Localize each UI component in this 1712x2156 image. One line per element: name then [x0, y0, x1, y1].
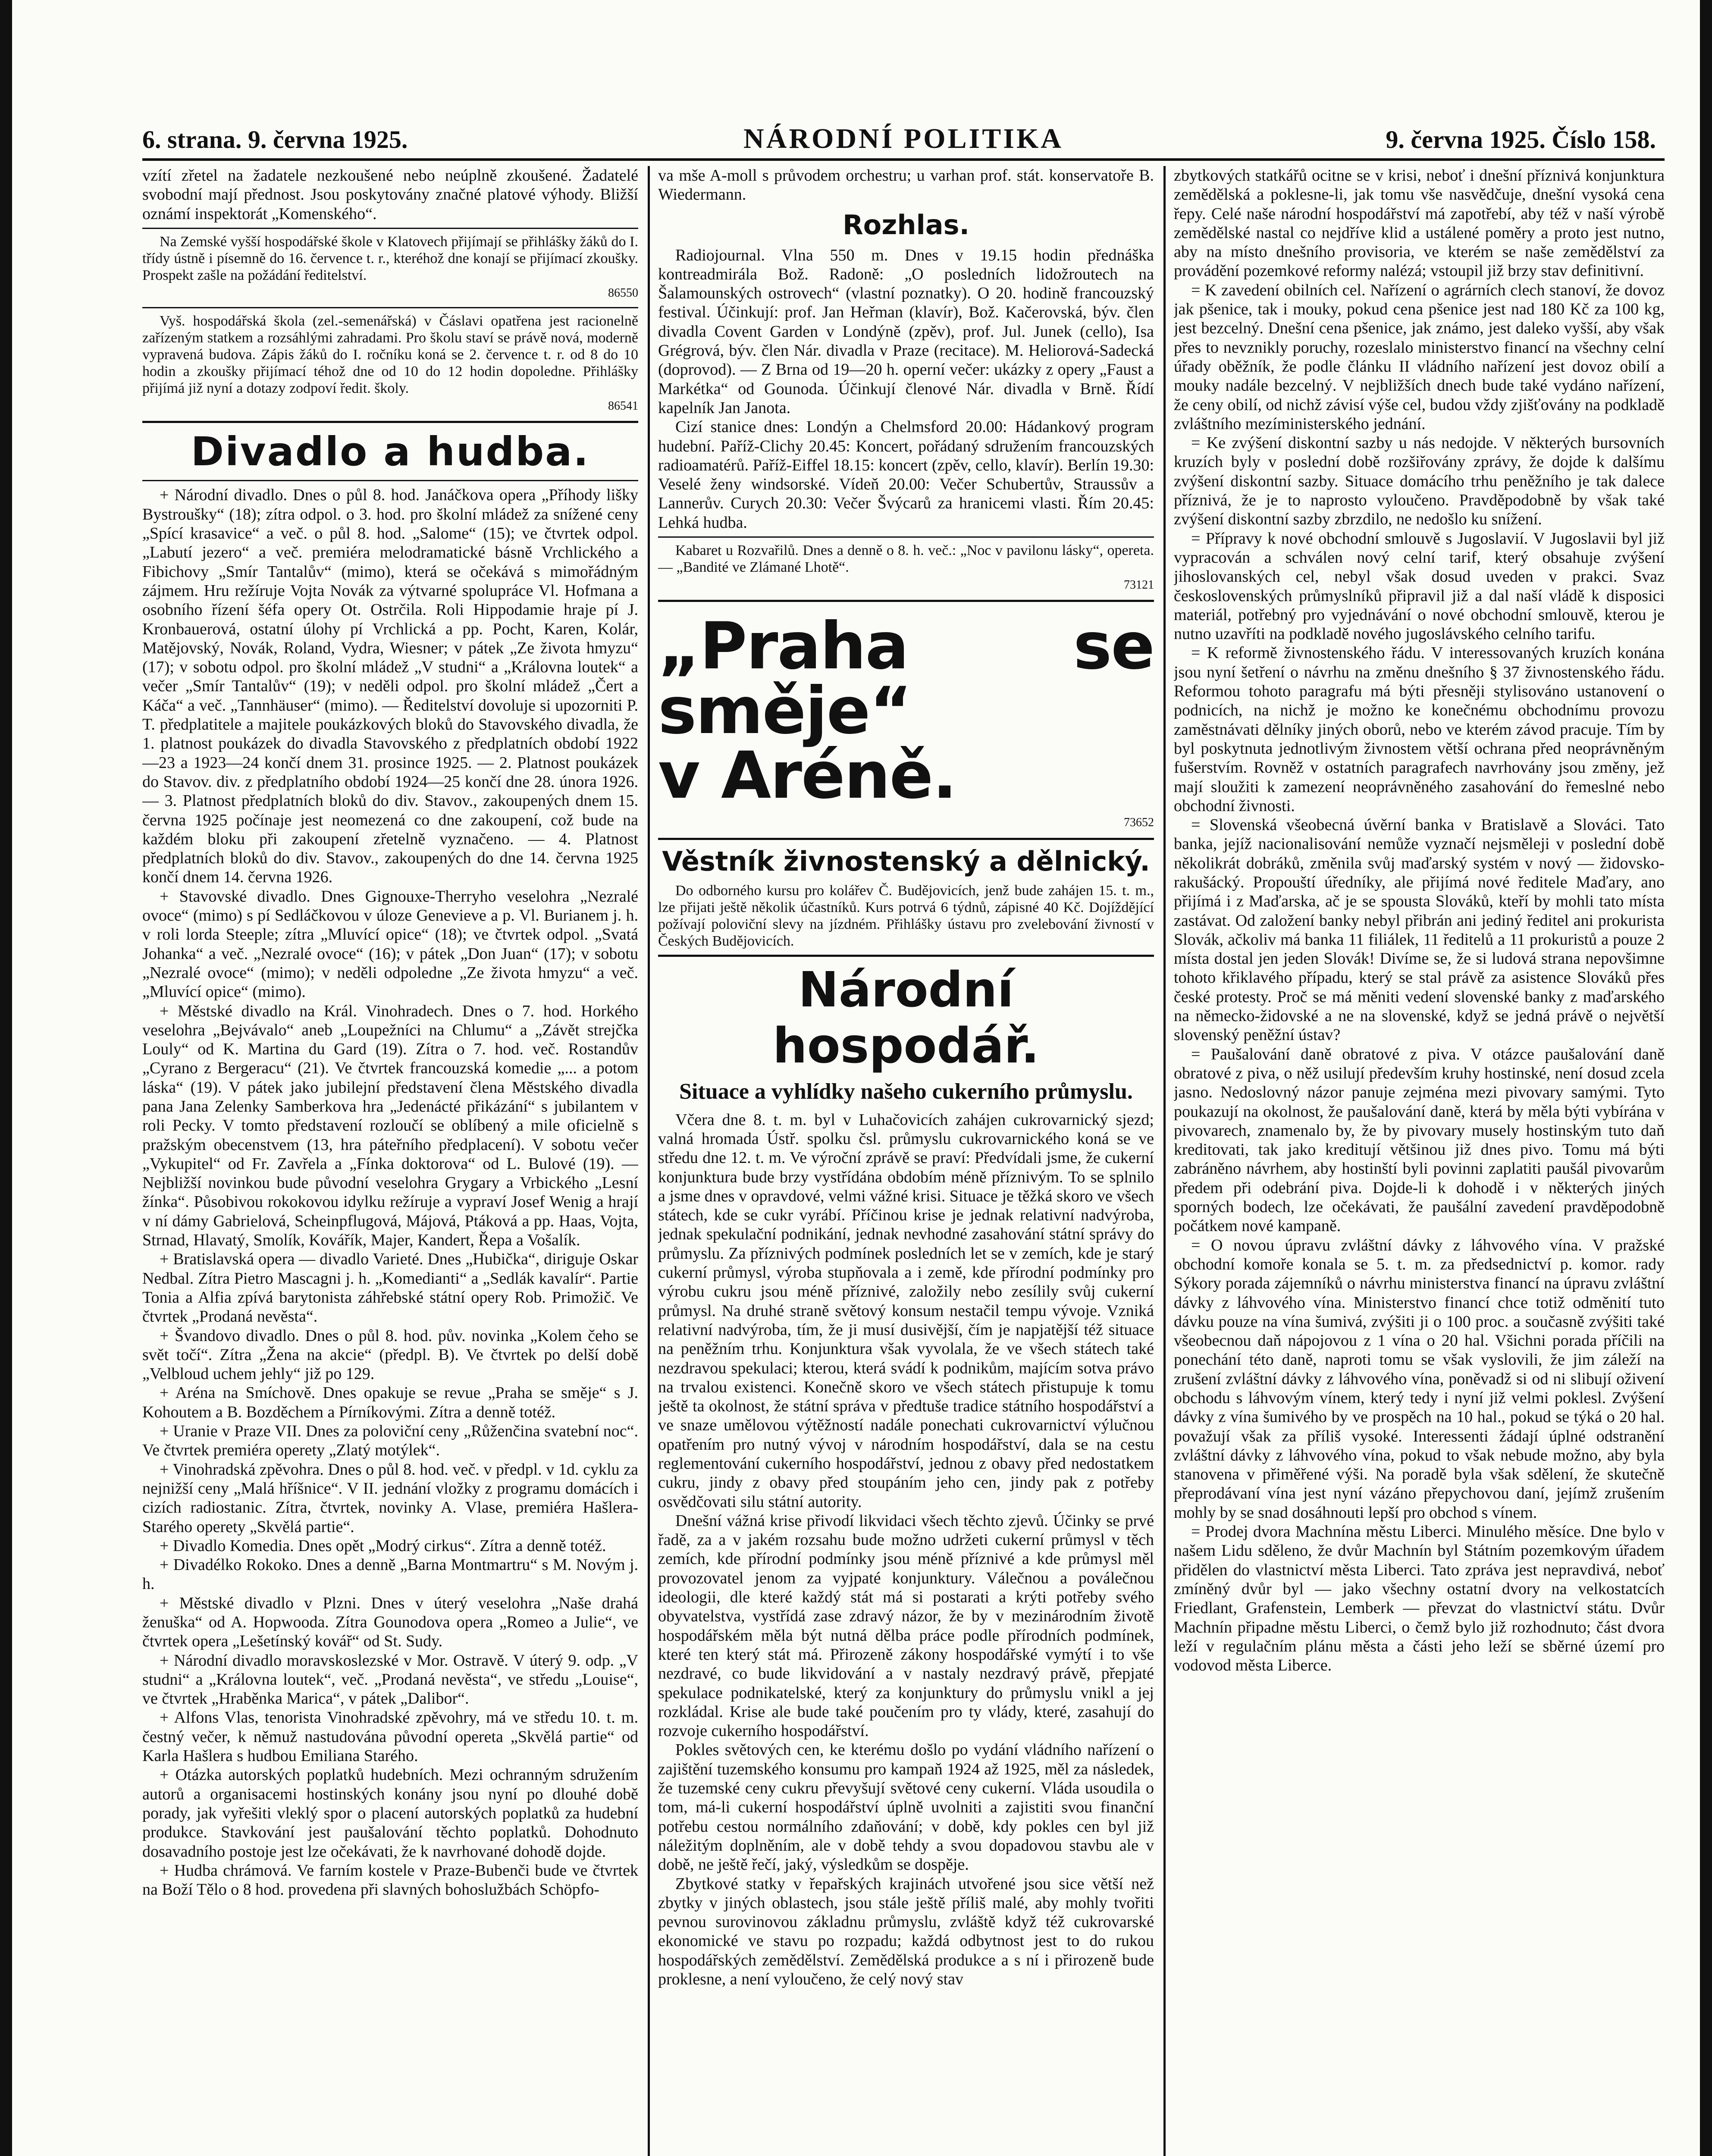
article-komedia: + Divadlo Komedia. Dnes opět „Modrý cirkus“. Zítra a denně totéž.: [160, 1536, 606, 1555]
sugar-article-p4: Zbytkové statky v řepařských krajinách utvořené jsou sice větší než zbytky v jiných oblastech, jsou stále ještě příliš malé, aby mohly tvořiti pevnou surovinovou základnu průmyslu, zvláště když též cukrovarské ekonomické ve stavu po rozpadu; každá odbytnost jest to do rukou hospodářských zemědělství. Zemědělská produkce a s ní i přirozeně bude proklesne, a není vyloučeno, že celý nový stav: [658, 1874, 1154, 1988]
article-vinohradska-zpevohra: + Vinohradská zpěvohra. Dnes o půl 8. hod. več. v předpl. v 1d. cyklu za nejnižší ceny „Malá hříšnice“. V II. jednání vložky z programu domácích i cizích radiostanic. Zítra, čtvrtek, novinky A. Vlase, premiéra Hašlera-Starého operety „Skvělá partie“.: [142, 1460, 638, 1536]
radio-program: Radiojournal. Vlna 550 m. Dnes v 19.15 hodin přednáška kontreadmirála Bož. Radoně: „O posledních lidožroutech na Šalamounských ostrovech“ (vlastní poznatky). O 20. hodině francouzský festival. Účinkují: prof. Jan Heřman (klavír), Bož. Kačerovská, býv. člen divadla Covent Garden v Londýně (zpěv), prof. Jul. Junek (cello), Isa Grégrová, býv. člen Nár. divadla v Praze (recitace). M. Heliorová-Sadecká (doprovod). — Z Brna od 19—20 h. operní večer: ukázky z opery „Faust a Markétka“ od Gounoda. Účinkují členové Nár. divadla v Brně. Řídí kapelník Jan Janota.: [658, 246, 1154, 417]
divider: [658, 838, 1154, 840]
ad-number: 73652: [1124, 816, 1154, 830]
ad-number: 86550: [608, 286, 638, 300]
ad-line-1: „Praha se směje“: [658, 609, 1154, 749]
continued-text: va mše A-moll s průvodem orchestru; u varhan prof. stát. konservatoře B. Wiedermann.: [658, 166, 1154, 204]
article-autorske-poplatky: + Otázka autorských poplatků hudebních. Mezi ochranným sdružením autorů a organisacemi hostinských konány jsou nyní po dlouhé době porady, jak vyřešiti vleklý spor o placení autorských poplatků za hudební produkce. Stavkování jest paušalování těchto poplatků. Dohodnuto dosavadního postoje jest lze očekávati, že k navrhované dohodě dojde.: [142, 1766, 638, 1861]
newspaper-page: [142, 101, 1665, 2156]
sugar-article-p2: Dnešní vážná krise přivodí likvidaci všech těchto zjevů. Účinky se prvé řadě, za a v jakém rozsahu bude možno udržeti cukerní průmysl v těch zemích, kde přírodní podmínky jsou méně příznivé a kde průmysl měl provozovatel jenom za vyjpaté konjunktury. Válečnou a poválečnou ideologii, dle které každý stát má si postarati a krýti potřeby svého obyvatelstva, vystřídá zase zdravý názor, že by v mezinárodním životě hospodářském měla být nutná dělba práce podle přírodních podmínek, které ten který stát má. Přirozeně zákony hospodářské vymýtí i to vše nezdravé, co bude likvidování a v nastaly nezdravý právě, přepjaté spekulace podnikatelské, který za konjunktury do průmyslu vnikl a jej rozkládal. Krise ale bude také poučením pro ty vlády, které, zasahují do rozvoje cukerního hospodářství.: [658, 1511, 1154, 1740]
article-dan-z-piva: = Paušalování daně obratové z piva. V otázce paušalování daně obratové z piva, o něž usilují především kruhy hostinské, není dosud zcela jasno. Nedoslovný názor panuje zejména mezi pivovary samými. Tyto poukazují na okolnost, že paušalování daně, která by měla býti vybírána v pivovarech, znamenalo by, že by pivovary musely hostinským tuto daň kreditovati, tak jako kreditují většinou již dnes pivo. Tomu má býti zabráněno návrhem, aby hostinští byli povinni zaplatiti paušál pivovarům předem při odebrání piva. Dojde-li k dohodě i v některých jiných sporných bodech, lze očekávati, že paušální zavedení pravděpodobně počátkem nové kampaně.: [1174, 1045, 1665, 1235]
divider: [142, 480, 638, 481]
article-lahvove-vino: = O novou úpravu zvláštní dávky z láhvového vína. V pražské obchodní komoře konala se 5. t. m. za předsednictví p. komor. rady Sýkory porada zájemníků o návrhu ministerstva financí na úpravu zvláštní dávky z láhvového vína. Ministerstvo financí chce totiž odměnití tuto dávku pouze na vína šumivá, zvýšiti ji o 100 proc. a současně zvýšiti také všeobecnou daň nápojovou z 1 vína o 20 hal. Všichni porada příčili na ponechání této daně, naproti tomu se však vyslovili, že jim záleží na zrušení zvláštní dávky z láhvového vína, poněvadž si od ni slibují oživení obchodu s láhvovým vínem, který tedy i nyní již velmi poklesl. Zvýšení dávky z vína šumivého by ve prospěch na 10 hal., pokud se týká o 20 hal. považují však za příliš vysoké. Interessenti žádají úplné odstranění zvláštní dávky z láhvového vína, pokud to však nebude možno, aby byla stanovena v přiměřené výši. Na poradě byla však sdělení, že skutečně přeprodávaní vína jest nyní vázáno přepychovou daní, jejímž zrušením mohly by se snad dosáhnouti lepší pro obchod s vínem.: [1174, 1236, 1665, 1522]
header-rule: [142, 158, 1665, 161]
notice-komensky: vzítí zřetel na žadatele nezkoušené nebo neúplně zkoušené. Žadatelé svobodní mají přednost. Jsou poskytovány značné platové výhody. Bližší oznámí inspektorát „Komenského“.: [142, 166, 638, 223]
sugar-article-p1: Včera dne 8. t. m. byl v Luhačovicích zahájen cukrovarnický sjezd; valná hromada Ústř. spolku čsl. průmyslu cukrovarnického koná se ve středu dne 12. t. m. Ve výroční zprávě se praví: Předvídali jsme, že cukerní konjunktura bude brzy vystřídána obdobím méně příznivým. To se splnilo a jsme dnes v opravdové, velmi vážné krisi. Situace je těžká skoro ve všech státech, kde se cukr vyrábí. Příčinou krise je jednak relativní nadvýroba, jednak spekulační podnikání, jednak nevhodné zasahování státní správy do průmyslu. Za příznivých podmínek posledních let se v zemích, kde je starý cukerní průmysl, výroba stupňovala a i země, kde přírodní podmínky pro výrobu cukru jsou méně příznivé, založily nebo zesílily svůj cukerní průmysl. Na druhé straně světový konsum nestačil tempu vývoje. Vzniká relativní nadvýroba, tím, že ji musí dusivější, čím je napjatější též situace na peněžním trhu. Konjunktura však vyvolala, že ve všech státech také nezdravou spekulaci; kterou, která svádí k podnikům, majícím sotva právo na trvalou existenci. Konečně skoro ve všech státech přistupuje k tomu ještě ta okolnost, že státní správa v předtuše tradice státního hospodářství a ve snaze umělovou výtěžností nadále ponechati cukrovarnictví výlučnou opatřením pro nutný vývoj v národním hospodářství, dala se na cestu reglementování cukerního hospodářství, jednou z obavy před nedostatkem cukru, jindy z obavy před stoupáním jeho cen, jindy pak z potřeby osvědčovati silu státní autority.: [658, 1110, 1154, 1511]
article-ostrava: + Národní divadlo moravskoslezské v Mor. Ostravě. V úterý 9. odp. „V studni“ a „Královna loutek“, več. „Prodaná nevěsta“, ve středu „Louise“, ve čtvrtek „Hraběnka Marica“, v pátek „Dalibor“.: [142, 1651, 638, 1708]
column-rule: [1163, 166, 1166, 2156]
masthead-title: NÁRODNÍ POLITIKA: [743, 123, 1063, 154]
ad-line-2: v Aréně.: [658, 738, 956, 814]
sugar-article-p3: Pokles světových cen, ke kterému došlo po vydání vládního nařízení o zajištění tuzemského konsumu pro kampaň 1924 až 1925, měl za následek, že tuzemské ceny cukru převyšují světové ceny cukerní. Vláda usoudila o tom, má-li cukerní hospodářství úplně uvolniti a zajistiti svou finanční potřebu cestou normálního zdaňování; v době, kdy pokles cen byl již náležitým doplněním, ale v době tehdy a svou dopadovou stavbu ale v době, ne ještě řečí, jaký, výsledkům se dospěje.: [658, 1741, 1154, 1874]
article-uranie: + Uranie v Praze VII. Dnes za poloviční ceny „Růženčina svatební noc“. Ve čtvrtek premiéra operety „Zlatý motýlek“.: [142, 1422, 638, 1460]
scan-border-right: [1700, 0, 1712, 2156]
article-hudba-chramova: + Hudba chrámová. Ve farním kostele v Praze-Bubenči bude ve čtvrtek na Boží Tělo o 8 hod. provedena při slavných bohoslužbách Schöpfo-: [142, 1861, 638, 1899]
divider: [658, 600, 1154, 602]
ad-praha-se-smeje: [658, 609, 1154, 814]
article-diskont: = Ke zvýšení diskontní sazby u nás nedojde. V některých bursovních kruzích byly v poslední době rozšiřovány zprávy, že dojde k dalšímu zvýšení diskontní sazby. Situace domácího trhu peněžního je tak dalece příznivá, že je to naprosto vyloučeno. Pravděpodobně by však také zvýšení diskontní sazby zbrzdilo, ne nedošlo ku snížení.: [1174, 434, 1665, 529]
section-title-narodni-hospodar: Národní hospodář.: [772, 962, 1040, 1074]
article-vinohrady: + Městské divadlo na Král. Vinohradech. Dnes o 7. hod. Horkého veselohra „Bejvávalo“ aneb „Loupežníci na Chlumu“ a „Závět strejčka Louly“ od K. Martina du Gard (19). Zítra o 7. hod. več. Rostandův „Cyrano z Bergeracu“ (21). Ve čtvrtek francouzská komedie „... a potom láska“ (19). V pátek jako jubilejní představení člena Městského divadla pana Jana Zelenky Samberkova hra „Jedenácté přikázání“ s jubilantem v roli Pecky. V tomto představení rozloučí se oblíbený a mile oficielně s pražským obecenstvem (13, hra páteřního předplacení). V sobotu večer „Vykupitel“ od Fr. Zavřela a „Fínka doktorova“ od L. Bulové (19). — Nejbližší novinkou bude původní veselohra Grygary a Vrbického „Lesní žínka“. Působivou rokokovou idylku režíruje a vypraví Josef Wenig a hrají v ní dámy Gabrielová, Scheinpflugová, Májová, Ptáková a pp. Haas, Vojta, Strnad, Hlavatý, Smolík, Kovářík, Majer, Kandert, Řepa a Vošalík.: [142, 1002, 638, 1250]
divider: [658, 536, 1154, 538]
article-stavovske-divadlo: + Stavovské divadlo. Dnes Gignouxe-Therryho veselohra „Nezralé ovoce“ (mimo) s pí Sedláčkovou v úloze Genevieve a p. Vl. Burianem j. h. v roli lorda Steeple; zítra „Mluvící opice“ (18); ve čtvrtek odpol. „Svatá Johanka“ a več. „Nezralé ovoce“ (16); v pátek „Don Juan“ (17); v sobotu „Nezralé ovoce“ (mimo); v neděli odpoledne „Ze života hmyzu“ a več. „Mluvící opice“ (mimo).: [142, 887, 638, 1001]
ad-number: 73121: [1124, 578, 1154, 592]
article-jugoslavie: = Přípravy k nové obchodní smlouvě s Jugoslavií. V Jugoslavii byl již vypracován a schválen nový celní tarif, který obsahuje zvýšení jihoslovanských cel, nebyl však dosud uveden v prakci. Svaz československých průmyslníků připravil již a dal naší vládě k disposici materiál, potřebný pro vyjednávání o nové obchodní smlouvě, kterou je nutno uzavříti na podkladě nového jugoslávského celního tarifu.: [1174, 529, 1665, 643]
notice-klatovy: Na Zemské vyšší hospodářské škole v Klatovech přijímají se přihlášky žáků do I. třídy ústně i písemně do 16. července t. r., kteréhož dne konají se přijímací zkoušky. Prospekt zašle na požádání ředitelství.: [142, 233, 638, 283]
column-2: [658, 166, 1154, 2156]
continued-text: zbytkových statkářů ocitne se v krisi, neboť i dnešní příznivá konjunktura zemědělská a poklesne-li, jak tomu vše nasvědčuje, dnešní vysoká cena řepy. Celé naše národní hospodářství má zapotřebí, aby též v naší výrobě zemědělské nastal co nejdříve klid a ustálené poměry a proto jest nutno, aby na místo dnešního provisoria, ve kterém se naše zemědělství za provádění pozemkové reformy nalézá; vstoupil již brzy stav definitivní.: [1174, 166, 1665, 280]
page-header: [142, 116, 1665, 157]
section-title-vestnik: Věstník živnostenský a dělnický.: [662, 845, 1150, 877]
column-1: [142, 166, 638, 2156]
section-title-radio: Rozhlas.: [842, 209, 970, 241]
column-3: [1174, 166, 1665, 2156]
notice-caslav: Vyš. hospodářská škola (zel.-semenářská) v Čáslavi opatřena jest racionelně zařízeným statkem a rozsáhlými zahradami. Pro školu staví se právě nová, moderně vypravená budova. Zápis žáků do I. ročníku koná se 2. července t. r. od 8 do 10 hodin a zkoušky přijímací téhož dne od 10 do 12 hodin dopoledne. Přihlášky přijímá již nyní a dotazy zodpoví ředit. školy.: [142, 313, 638, 397]
article-narodni-divadlo: + Národní divadlo. Dnes o půl 8. hod. Janáčkova opera „Příhody lišky Bystroušky“ (18); zítra odpol. o 3. hod. pro školní mládež za snížené ceny „Spící krasavice“ a več. o půl 8. hod. „Salome“ (15); ve čtvrtek odpol. „Labutí jezero“ a več. premiéra melodramatické básně Vrchlického a Fibichovy „Smír Tantalův“ (mimo), která se očekává s mimořádným zájmem. Hru režíruje Vojta Novák za výtvarné spolupráce Vl. Hofmana a osobního řízení šéfa opery Ot. Ostrčila. Roli Hippodamie hraje pí J. Kronbauerová, ostatní úlohy pí Vrchlická a pp. Pocht, Karen, Kolár, Matějovský, Novák, Roland, Vydra, Wiesner; v pátek „Ze života hmyzu“ (17); v sobotu odpol. pro školní mládež „V studni“ a „Královna loutek“ a večer „Smír Tantalův“ (19); v neděli odpol. pro školní mládež „Čert a Káča“ a več. „Tannhäuser“ (mimo). — Ředitelství dovoluje si upozorniti P. T. předplatitele a majitele poukázkových bloků do Stavovského divadla, že 1. platnost poukázek do divadla Stavovského z předplatních období 1922—23 a 1923—24 končí dnem 31. prosince 1925. — 2. Platnost poukázek do Stavov. div. z předplatního období 1924—25 končí dne 28. února 1926. — 3. Platnost předplatních bloků do div. Stavov., zakoupených dnem 15. června 1925 počínaje jest neomezená co dne zakoupení, což bude na každém bloku při zakoupení zřetelně vyznačeno. — 4. Platnost předplatních bloků do div. Stavov., zakoupených do dne 14. června 1925 končí dnem 14. června 1926.: [142, 486, 638, 887]
divider: [142, 307, 638, 308]
column-rule: [648, 166, 650, 2156]
article-subtitle: Situace a vyhlídky našeho cukerního průmyslu.: [679, 1079, 1133, 1104]
scan-border-left: [0, 0, 12, 2156]
vestnik-text: Do odborného kursu pro kolářev Č. Budějovicích, jenž bude zahájen 15. t. m., lze přijati ještě několik účastníků. Kurs potrvá 6 týdnů, zápisné 40 Kč. Dojíždějící požívají poloviční slevy na jízdném. Přihlášky ústavu pro zvelebování živností v Českých Budějovicích.: [658, 882, 1154, 949]
divider: [142, 228, 638, 229]
article-svandovo: + Švandovo divadlo. Dnes o půl 8. hod. pův. novinka „Kolem čeho se svět točí“. Zítra „Žena na akcie“ (předpl. B). Ve čtvrtek po delší době „Velbloud uchem jehly“ již po 129.: [142, 1326, 638, 1383]
article-machnin: = Prodej dvora Machnína městu Liberci. Minulého měsíce. Dne bylo v našem Lidu sděleno, že dvůr Machnín byl Státním pozemkovým úřadem přidělen do vlastnictví města Liberci. Tato zpráva jest nepravdivá, neboť zmíněný dvůr byl — jako všechny ostatní dvory na velkostatcích Friedlant, Grafenstein, Lemberk — převzat do vlastnictví státu. Dvůr Machnín připadne městu Liberci, o čemž bylo již rozhodnuto; část dvora leží v regulačním plánu města a části jeho leží se sběrné území pro vodovod města Liberce.: [1174, 1523, 1665, 1675]
article-bratislava: + Bratislavská opera — divadlo Varieté. Dnes „Hubička“, diriguje Oskar Nedbal. Zítra Pietro Mascagni j. h. „Komedianti“ a „Sedlák kavalír“. Partie Tonia a Alfia zpívá barytonista záhřebské státní opery Rob. Primožič. Ve čtvrtek „Prodaná nevěsta“.: [142, 1250, 638, 1326]
foreign-stations: Cizí stanice dnes: Londýn a Chelmsford 20.00: Hádankový program hudební. Paříž-Clichy 20.45: Koncert, pořádaný sdružením francouzských radioamatérů. Paříž-Eiffel 18.15: koncert (zpěv, cello, klavír). Berlín 19.30: Veselé ženy windsorské. Vídeň 20.00: Večer Schubertův, Straussův a Lannerův. Curych 20.30: Večer Švýcarů za hranicemi vlasti. Řím 20.45: Lehká hudba.: [658, 418, 1154, 532]
article-slovenska-banka: = Slovenská všeobecná úvěrní banka v Bratislavě a Slováci. Tato banka, jejíž nacionalisování nemůže vyznačí nejsměleji v poslední době několikrát dobráků, změnila svůj maďarský systém v nový — židovsko-rakušácký. Propouští úředníky, ale přijímá nové ředitele Maďary, ano přijímá i z Maďarska, ač je se spousta Slováků, kteří by mohli tato místa zastávat. Od založení banky nebyl přibrán ani jediný ředitel ani prokurista Slovák, ačkoliv má banka 11 filiálek, 11 ředitelů a 11 prokuristů a pouze 2 místa dostal jen jeden Slovák! Divíme se, že si ludová strana nepovšimne tohoto křiklavého případu, který se stal právě za asistence Slováků přes české protesty. Proč se má měniti vedení slovenské banky z maďarského na německo-židovské a ne na slovenské, když se jedná právě o největší slovenský peněžní ústav?: [1174, 816, 1665, 1044]
divider: [658, 955, 1154, 957]
article-arena: + Aréna na Smíchově. Dnes opakuje se revue „Praha se směje“ s J. Kohoutem a B. Bozděchem a Pírníkovými. Zítra a denně totéž.: [142, 1384, 638, 1421]
divider: [142, 421, 638, 423]
ad-number: 86541: [608, 399, 638, 413]
article-obilni-cla: = K zavedení obilních cel. Nařízení o agrárních clech stanoví, že dovoz jak pšenice, tak i mouky, pokud cena pšenice jest nad 180 Kč za 100 kg, jest bezcelný. Dnešní cena pšenice, jak známo, jest daleko vyšší, aby však přes to nevznikly poruchy, rozeslalo ministerstvo financí na všechny celní úřady oběžník, že podle článku II vládního nařízení jest dovoz obilí a mouky nadále bezcelný. V nejbližších dnech bude také vydáno nařízení, že ceny obilí, od nichž závisí výše cel, budou vždy zjišťovány na podkladě zvláštního mezíministerského jednání.: [1174, 281, 1665, 433]
article-zivnostensky-rad: = K reformě živnostenského řádu. V interessovaných kruzích konána jsou nyní šetření o návrhu na změnu dnešního § 37 živnostenského řádu. Reformou tohoto paragrafu má býti přesněji stylisováno ustanovení o podnicích, na nichž je možno ke konečnému obchodnímu provozu zaměstnávati dělníky jiných oborů, nebo ve kterém závod pracuje. Tím by byl poskytnuta jednotlivým živnostem větší ochrana před neoprávněným fušerstvím. Rovněž v ostatních paragrafech navrhovány jsou změny, jež mají sloužiti k zamezení neoprávněného zasahování do řemeslné nebo obchodní živnosti.: [1174, 644, 1665, 815]
article-rokoko: + Divadélko Rokoko. Dnes a denně „Barna Montmartru“ s M. Novým j. h.: [142, 1556, 638, 1593]
section-title-theatre: Divadlo a hudba.: [191, 429, 590, 475]
article-vlas: + Alfons Vlas, tenorista Vinohradské zpěvohry, má ve středu 10. t. m. čestný večer, k němuž nastudována původní opereta „Skvělá partie“ od Karla Hašlera s hudbou Emiliana Starého.: [142, 1708, 638, 1765]
header-left: 6. strana. 9. června 1925.: [142, 125, 408, 154]
kabaret-ad: Kabaret u Rozvařilů. Dnes a denně o 8. h. več.: „Noc v pavilonu lásky“, opereta. — „Bandité ve Zlámané Lhotě“.: [658, 542, 1154, 576]
header-right: 9. června 1925. Číslo 158.: [1386, 125, 1656, 154]
article-plzen: + Městské divadlo v Plzni. Dnes v úterý veselohra „Naše drahá ženuška“ od A. Hopwooda. Zítra Gounodova opera „Romeo a Julie“, ve čtvrtek opera „Lešetínský kovář“ od St. Sudy.: [142, 1594, 638, 1651]
